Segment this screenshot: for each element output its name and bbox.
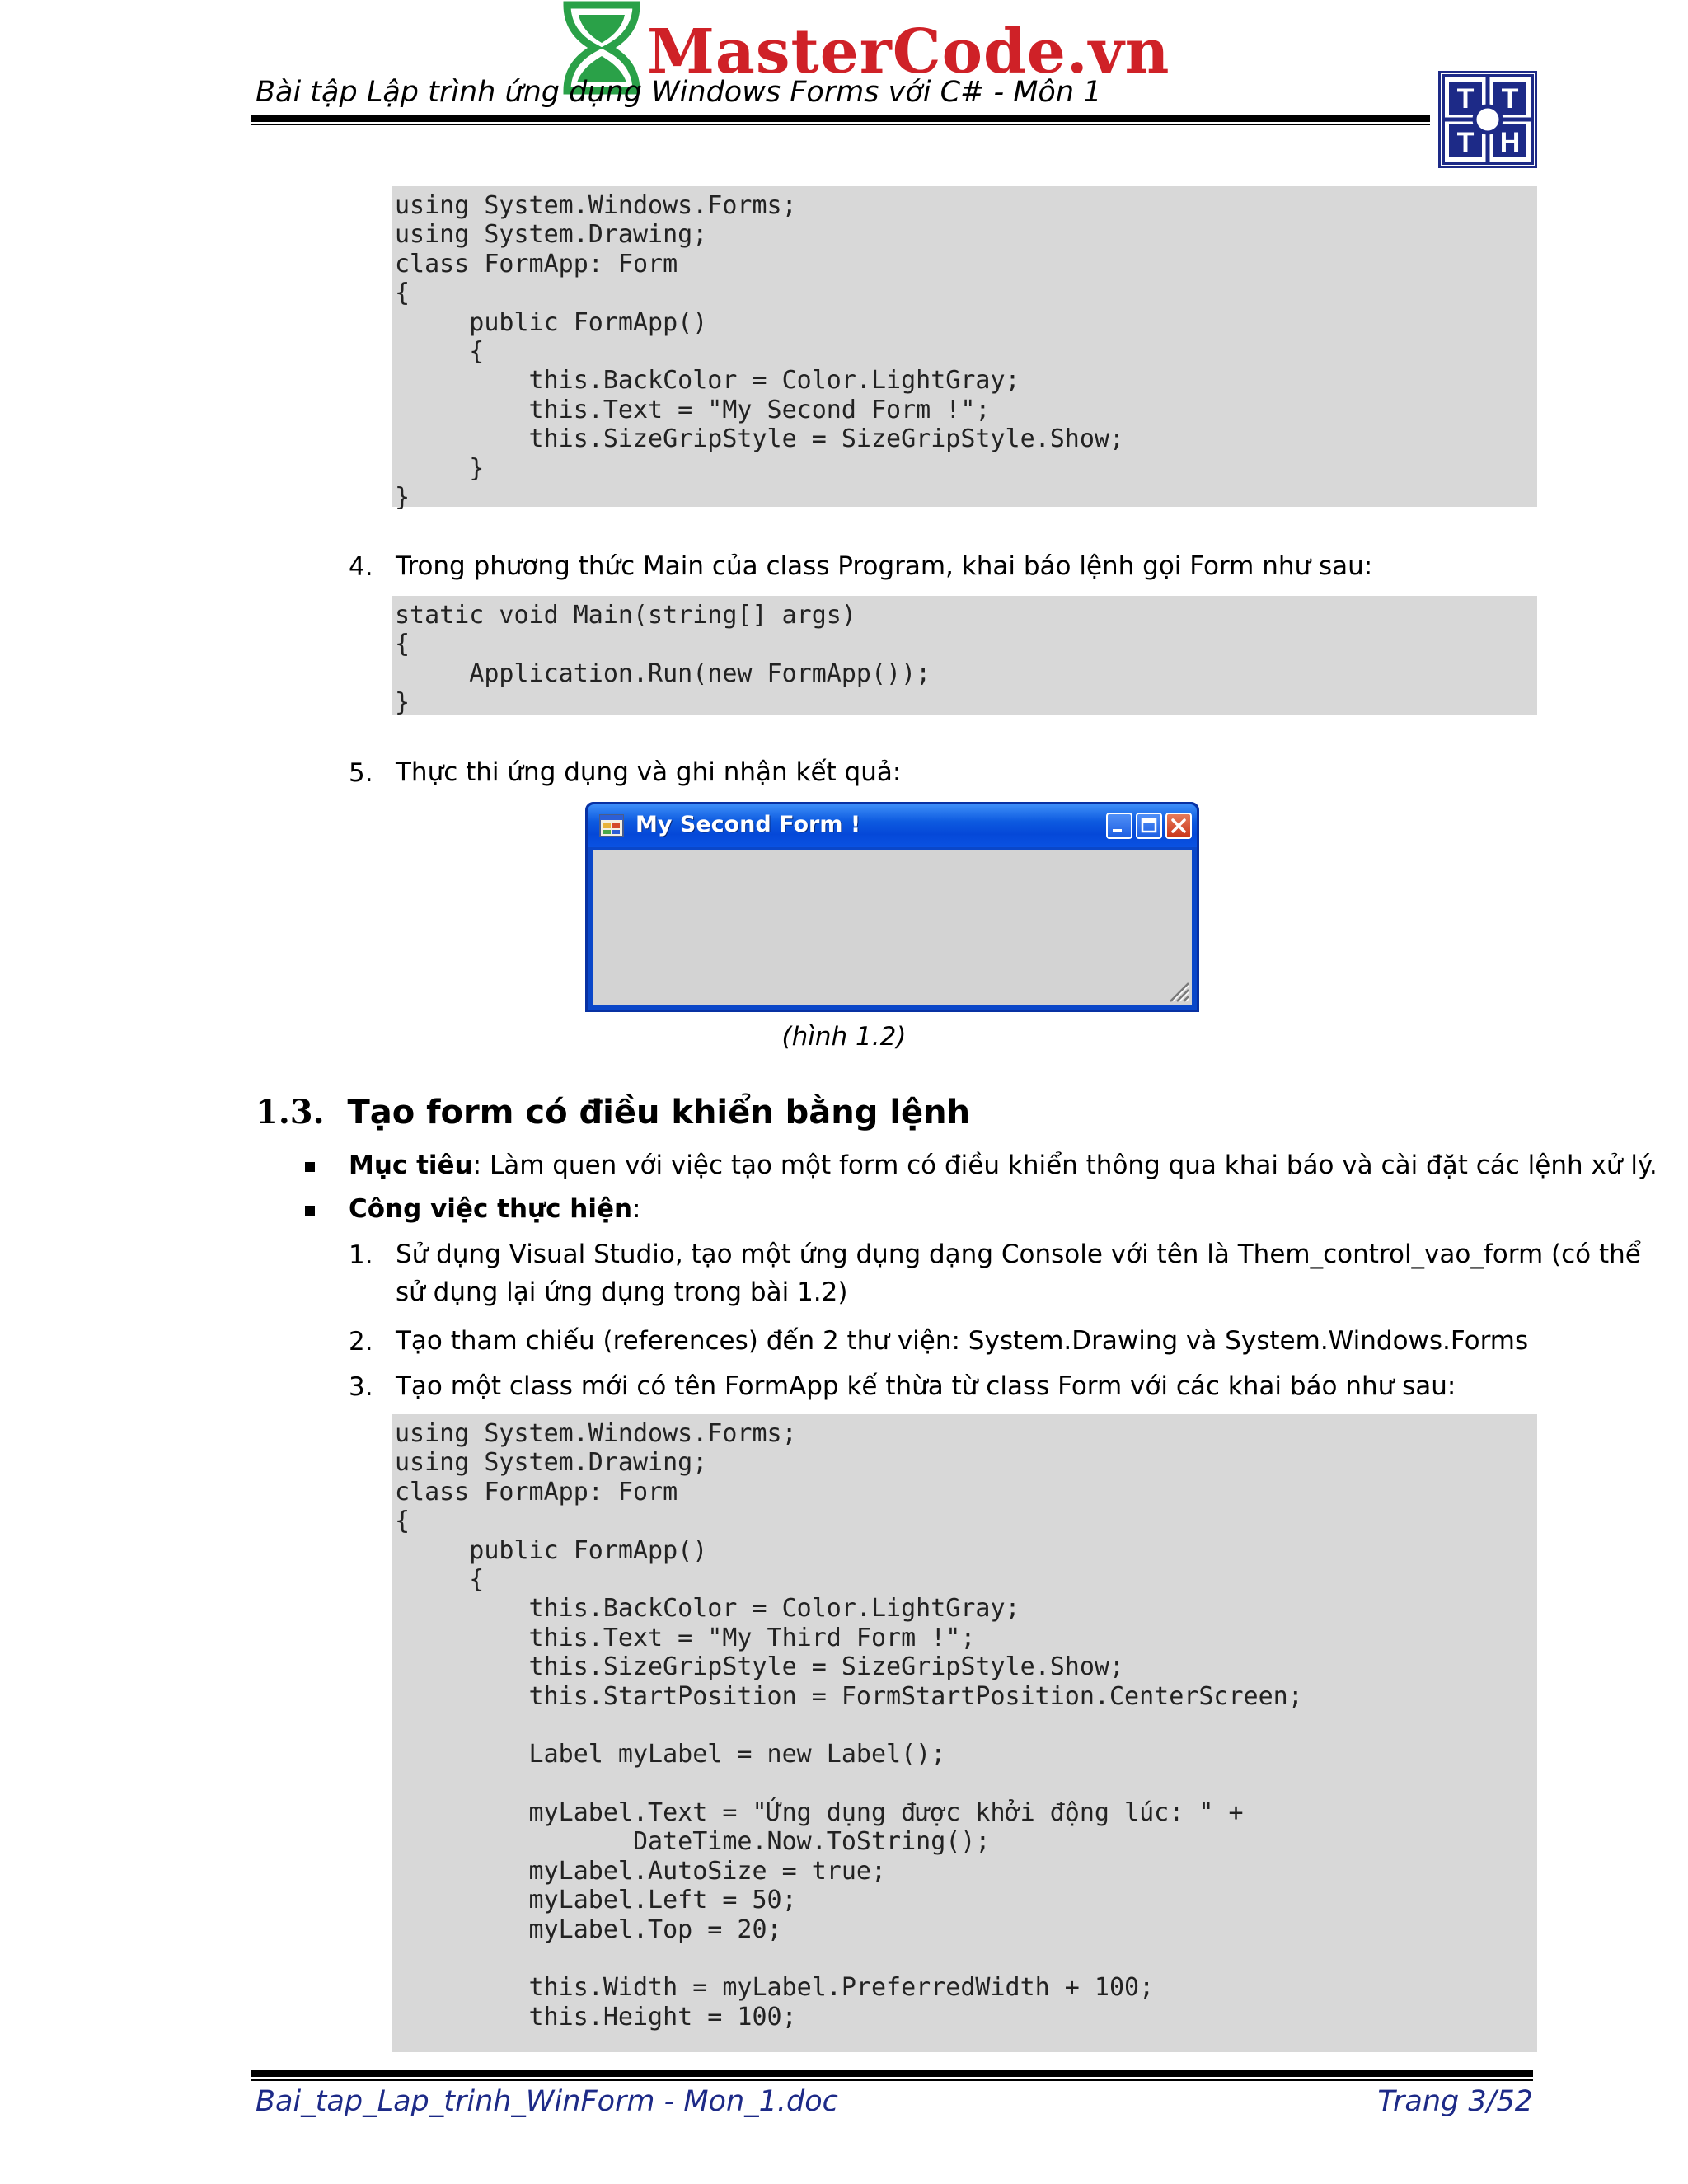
step-text-continued: sử dụng lại ứng dụng trong bài 1.2) xyxy=(396,1277,848,1307)
tth-logo xyxy=(1438,71,1537,168)
code-line: using System.Drawing; xyxy=(395,1448,708,1478)
footer-rule xyxy=(251,2070,1533,2077)
code-line: { xyxy=(395,1564,485,1594)
step-text: Trong phương thức Main của class Program, khai báo lệnh gọi Form như sau: xyxy=(396,551,1373,581)
bullet-text: : Làm quen với việc tạo một form có điều khiển thông qua khai báo và cài đặt các lệnh xử lý. xyxy=(472,1151,1658,1180)
footer-rule-thin xyxy=(251,2079,1533,2081)
code-line: using System.Windows.Forms; xyxy=(395,1419,797,1448)
code-line: myLabel.Left = 50; xyxy=(395,1886,797,1915)
header-title: Bài tập Lập trình ứng dụng Windows Forms với C# - Môn 1 xyxy=(256,76,1102,109)
close-button[interactable] xyxy=(1165,813,1192,839)
step-number: 3. xyxy=(349,1372,373,1402)
size-grip-icon[interactable] xyxy=(1165,978,1190,1003)
section-title-text: Tạo form có điều khiển bằng lệnh xyxy=(347,1094,971,1132)
section-number: 1.3. xyxy=(256,1093,325,1132)
code-line: class FormApp: Form xyxy=(395,1477,678,1507)
code-line: class FormApp: Form xyxy=(395,249,678,279)
code-line: } xyxy=(395,688,410,718)
bullet-goal xyxy=(349,1147,1658,1184)
code-line: public FormApp() xyxy=(395,1535,708,1565)
code-line xyxy=(395,1711,1537,1740)
footer-page-number: Trang 3/52 xyxy=(1377,2085,1533,2118)
code-line: myLabel.Text = "Ứng dụng được khởi động lúc: " + xyxy=(395,1798,1244,1828)
maximize-button[interactable] xyxy=(1136,813,1162,839)
header-rule xyxy=(251,115,1430,122)
step-text: Thực thi ứng dụng và ghi nhận kết quả: xyxy=(396,757,902,787)
code-line: myLabel.AutoSize = true; xyxy=(395,1856,887,1886)
code-line: this.BackColor = Color.LightGray; xyxy=(395,1594,1020,1624)
form-client-area xyxy=(593,850,1192,1005)
code-block-main xyxy=(392,596,1537,718)
form-window xyxy=(585,802,1199,1012)
window-titlebar[interactable] xyxy=(588,804,1197,847)
code-line: myLabel.Top = 20; xyxy=(395,1915,782,1944)
code-line: this.Text = "My Second Form !"; xyxy=(395,395,991,424)
footer-filename: Bai_tap_Lap_trinh_WinForm - Mon_1.doc xyxy=(256,2085,838,2118)
code-line: this.SizeGripStyle = SizeGripStyle.Show; xyxy=(395,1652,1125,1682)
minimize-button[interactable] xyxy=(1106,813,1132,839)
bullet-label: Mục tiêu xyxy=(349,1151,473,1180)
code-line: } xyxy=(395,482,410,512)
code-line: using System.Drawing; xyxy=(395,220,708,250)
code-line: this.Height = 100; xyxy=(395,2002,797,2032)
code-line: using System.Windows.Forms; xyxy=(395,191,797,220)
bullet-label: Công việc thực hiện xyxy=(349,1194,633,1224)
maximize-icon xyxy=(1137,814,1160,837)
code-line: Label myLabel = new Label(); xyxy=(395,1740,946,1769)
code-line: this.Width = myLabel.PreferredWidth + 100; xyxy=(395,1973,1155,2003)
logo-text: MasterCode.vn xyxy=(647,16,1170,87)
code-line: { xyxy=(395,630,410,659)
minimize-icon xyxy=(1108,814,1131,837)
figure-caption: (hình 1.2) xyxy=(781,1022,907,1052)
step-number: 4. xyxy=(349,552,373,582)
tth-letter: T xyxy=(1456,83,1475,115)
tth-letter: H xyxy=(1499,127,1521,158)
code-line: public FormApp() xyxy=(395,307,708,337)
header-rule-thin xyxy=(251,124,1430,125)
bullet-tasks xyxy=(349,1191,641,1228)
step-text: Tạo một class mới có tên FormApp kế thừa từ class Form với các khai báo như sau: xyxy=(396,1371,1456,1401)
code-line: { xyxy=(395,336,485,366)
code-line: } xyxy=(395,453,485,483)
code-line: this.Text = "My Third Form !"; xyxy=(395,1623,976,1652)
close-icon xyxy=(1167,814,1190,837)
code-line: this.StartPosition = FormStartPosition.CenterScreen; xyxy=(395,1681,1303,1711)
code-block-formapp xyxy=(392,186,1537,512)
step-text: Tạo tham chiếu (references) đến 2 thư viện: System.Drawing và System.Windows.Forms xyxy=(396,1326,1529,1356)
code-line: { xyxy=(395,279,410,308)
code-block-formapp-label xyxy=(392,1414,1537,2052)
step-text: Sử dụng Visual Studio, tạo một ứng dụng dạng Console với tên là Them_control_vao_form (có thể xyxy=(396,1240,1641,1269)
section-heading xyxy=(256,1093,970,1132)
form-app-icon xyxy=(599,814,624,837)
step-number: 1. xyxy=(349,1240,373,1270)
window-title: My Second Form ! xyxy=(635,812,861,837)
code-line: Application.Run(new FormApp()); xyxy=(395,658,931,688)
step-number: 5. xyxy=(349,758,373,788)
bullet-marker xyxy=(305,1162,315,1172)
code-line: { xyxy=(395,1507,410,1536)
code-line: static void Main(string[] args) xyxy=(395,601,856,630)
code-line xyxy=(395,1769,1537,1798)
code-line: this.BackColor = Color.LightGray; xyxy=(395,366,1020,396)
bullet-text: : xyxy=(632,1194,641,1224)
tth-letter: T xyxy=(1456,127,1475,158)
code-line xyxy=(395,1944,1537,1973)
code-line: DateTime.Now.ToString(); xyxy=(395,1827,991,1857)
bullet-marker xyxy=(305,1206,315,1216)
tth-letter: T xyxy=(1501,83,1519,115)
code-line: this.SizeGripStyle = SizeGripStyle.Show; xyxy=(395,424,1125,454)
step-number: 2. xyxy=(349,1327,373,1357)
